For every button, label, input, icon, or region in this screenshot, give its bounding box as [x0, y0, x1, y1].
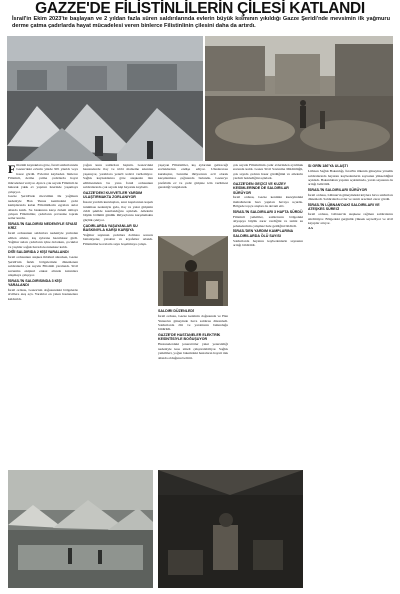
article-column-5 — [308, 163, 393, 563]
paragraph: İsrail ordusunun saldırıları nedeniyle yerinden edilen aileler, kış aylarına hazırlıksız girdi. Yağmur suları çadırların içine dolarken, çocuklar ve yaşlılar soğuk havada korunaksız kaldı. — [8, 231, 78, 249]
subheading: İSRAİL'İN LÜBNAN'DAKİ SALDIRILARI VE ATEŞKES SÜRECİ — [308, 203, 380, 212]
paragraph: ilistinli kaynaklara göre, İsrail saldırılarında Gazze'deki evlerin yüzde 90'ı yıkıldı veya hasar gördü. Evlerini kaybeden binlerce Filistinli, derme çatma çadırlarda hayat mücadelesi veriyor. Ayrıca çok sayıda Filistinli de hakarık yıkık ev yapıları üzerinde yaşamaya çalışıyor. — [8, 163, 78, 194]
paragraph: çok sayıda Filistinlinin çadır evlerinden ayrılmak zorunda kaldı. Gazze Sivil Savunma Müdürlüğü, çok sayıda çadırın hasar gördüğünü ve ailelerin yardım beklediğini açıkladı. — [233, 163, 303, 181]
flooded-camp-photo — [8, 470, 153, 588]
tent-camp-photo — [7, 36, 203, 161]
paragraph: Hastanelerdeki jeneratörler yakıt yetersizliği nedeniyle kısa süreli çalıştırılabiliyor. Sağlık yetkilileri, yoğun bakımdaki hastaların hayati risk altında olduğunu belirtti. — [158, 342, 228, 360]
paragraph: İsrail ordusu, Gazze'nin doğusundaki bölgelerde sivillere ateş açtı. Yaralılar en yakın hastanelere kaldırıldı. — [8, 287, 78, 301]
rubble-photo — [205, 36, 393, 161]
paragraph: Lübnan Sağlık Bakanlığı, İsrail'in ülkenin güneyine yönelik saldırılarında hayatını kaybedenlerin sayısının yükseldiğini açıkladı. Bakanlıktan yapılan açıklamada, yaralı sayısının da arttığı belirtildi. — [308, 169, 393, 187]
article-column-2 — [83, 163, 153, 466]
paragraph: Saldırılarda hayatını kaybedenlerin sayısının arttığı bildirildi. — [233, 238, 303, 248]
paragraph: İsrail ordusu, Gazze kentinin doğusunda ve Han Yunus'un güneyinde hava saldırısı düzenledi. Saldırılarda ölü ve yaralıların bulunduğu bildirildi. — [158, 314, 228, 332]
subheading: İSRAİL'İN SALDIRISINDA 3 KİŞİ YARALANDI — [8, 278, 62, 287]
paragraph: yaşayan Filistinliler, kış aylarının getireceği zorluklardan endişe ediyor. Uluslararası kuruluşlar, barınma ihtiyacının acil olarak karşılanması çağrısında bulundu. Gazze'ye prefabrik ev ve çadır girişine izin verilmesi gerektiği vurgulandı. — [158, 163, 228, 190]
paragraph: Filistinli yetkililer, saldırıların bölgedeki altyapıya büyük zarar verdiğini ve temiz su şebekelerinin çalışmaz hale geldiğini bildirdi. — [233, 214, 303, 228]
article-column-3b — [158, 308, 228, 466]
paragraph: Yağmur suyunun çadırlara dolması sonucu battaniyeler, yataklar ve kıyafetler ıslandı. Filistinliler kovalarla suyu boşaltmaya çalıştı. — [83, 232, 153, 246]
lead-paragraph: İsrail'in Ekim 2023'te başlayan ve 2 yıldan fazla süren saldırılarında evlerin büyük kısmının yıkıldığı Gazze Şeridi'nde mevsimin ilk yağmuru derme çatma çadırlarda hayat mücadelesi veren binlerce Filistinlinin çilesini daha da artırdı. — [12, 16, 390, 29]
subheading: GAZZE'DE HASTANELER ELEKTRİK KESİNTİSİYLE BOĞUŞUYOR — [158, 333, 221, 342]
drop-cap: F — [8, 163, 16, 176]
subheading: İSRAİL'İN SALDIRISI NEDENİYLE SİYASİ KRİZ — [8, 222, 78, 231]
article-column-1 — [8, 163, 78, 466]
paragraph: İnsani yardım kuruluşları, sınır kapılarının kapalı tutulması nedeniyle gıda, ilaç ve yakıt girişinin ciddi şekilde kısıtlandığını açıkladı. Ailelerin büyük bölümü günlük ihtiyaçlarını karşılamakta güçlük çekiyor. — [83, 200, 153, 222]
paragraph: İsrail ordusu, Gazze kentinin kuzeyindeki mahallelerde bazı yapıları havaya uçurdu. Bölgede topçu atışları da devam etti. — [233, 195, 303, 209]
subheading: SALDIRI DÜZENLEDİ — [158, 309, 194, 314]
subheading: İSRAİL'İN SALDIRILARI SÜRÜYOR — [308, 188, 367, 193]
paragraph: İsrail ordusu, Lübnan'ın güneyindeki köylere hava saldırıları düzenledi. Saldırılarda evler ve tarım arazileri zarar gördü. — [308, 192, 393, 202]
article-column-4 — [233, 163, 303, 466]
subheading: ÇADIRLARDA YAŞAYANLAR SU BASKINIYLA KARŞI KARŞIYA — [83, 223, 138, 232]
dark-tent-photo — [158, 470, 303, 588]
subheading: İSRAİL'DEN YARDIM KAMPLARINA SALDIRILARDA ÖLÜ SAYISI — [233, 229, 294, 238]
woman-tent-photo — [158, 236, 228, 306]
paragraph: Gazze Şeridi'nde mevsimin ilk yağmuru nedeniyle Han Yunus kentindeki çadır kamplarında kalan Filistinlilerin eşyaları sular altında kaldı. Su baskınına karşı önlem almaya çalışan Filistinliler, çadırların çevresine toprak setler kurdu. — [8, 194, 78, 221]
paragraph: yoğun kuru saldırıları başlattı. Gazze'deki hastanelerde ilaç ve tıbbi malzeme sıkıntısı yaşanıyor, yaralılara yeterli tedavi verilemiyor. Sağlık kaynaklarına göre ateşkesin ilan edilmesinden bu yana İsrail ordusunun saldırılarında çok sayıda kişi hayatını kaybetti. — [83, 163, 153, 190]
subheading: SI GRİN 186'YA ULAŞTI — [308, 164, 348, 169]
paragraph: İsrail ordusunun ateşkes ihlalleri sürerken, Gazze Şeridi'nin farklı bölgelerinde düzenlenen saldırılarda çok sayıda Filistinli yaralandı. Sivil savunma ekipleri enkaz altında kalanlara ulaşmaya çalışıyor. — [8, 255, 78, 277]
subheading: GAZZE'DEKİ KUVVETLER YARDIM ULAŞTIRMAKTA ZORLANIYOR — [83, 190, 143, 200]
subheading: İSRAİL'İN SALDIRILARI 3 HAFTA SÜRDÜ — [233, 210, 303, 215]
agency-signature: AA — [308, 225, 314, 230]
subheading: DİĞİ SALDIRIDA 2 KİŞİ YARALANDI — [8, 250, 69, 255]
page-headline: GAZZE'DE FİLİSTİNLİLERİN ÇİLESİ KATLANDI — [35, 0, 365, 17]
paragraph: İsrail ordusu, Lübnan'da ateşkese rağmen saldırılarını sürdürüyor. Bölgedeki gerginlik yüksek seyrediyor ve sivil kayıplar artıyor. — [308, 212, 393, 226]
subheading: GAZZE'DEN GEÇİCİ VE KUZEY KESİMLERİNDE DE SALDIRILAR SÜRÜYOR — [233, 182, 289, 195]
